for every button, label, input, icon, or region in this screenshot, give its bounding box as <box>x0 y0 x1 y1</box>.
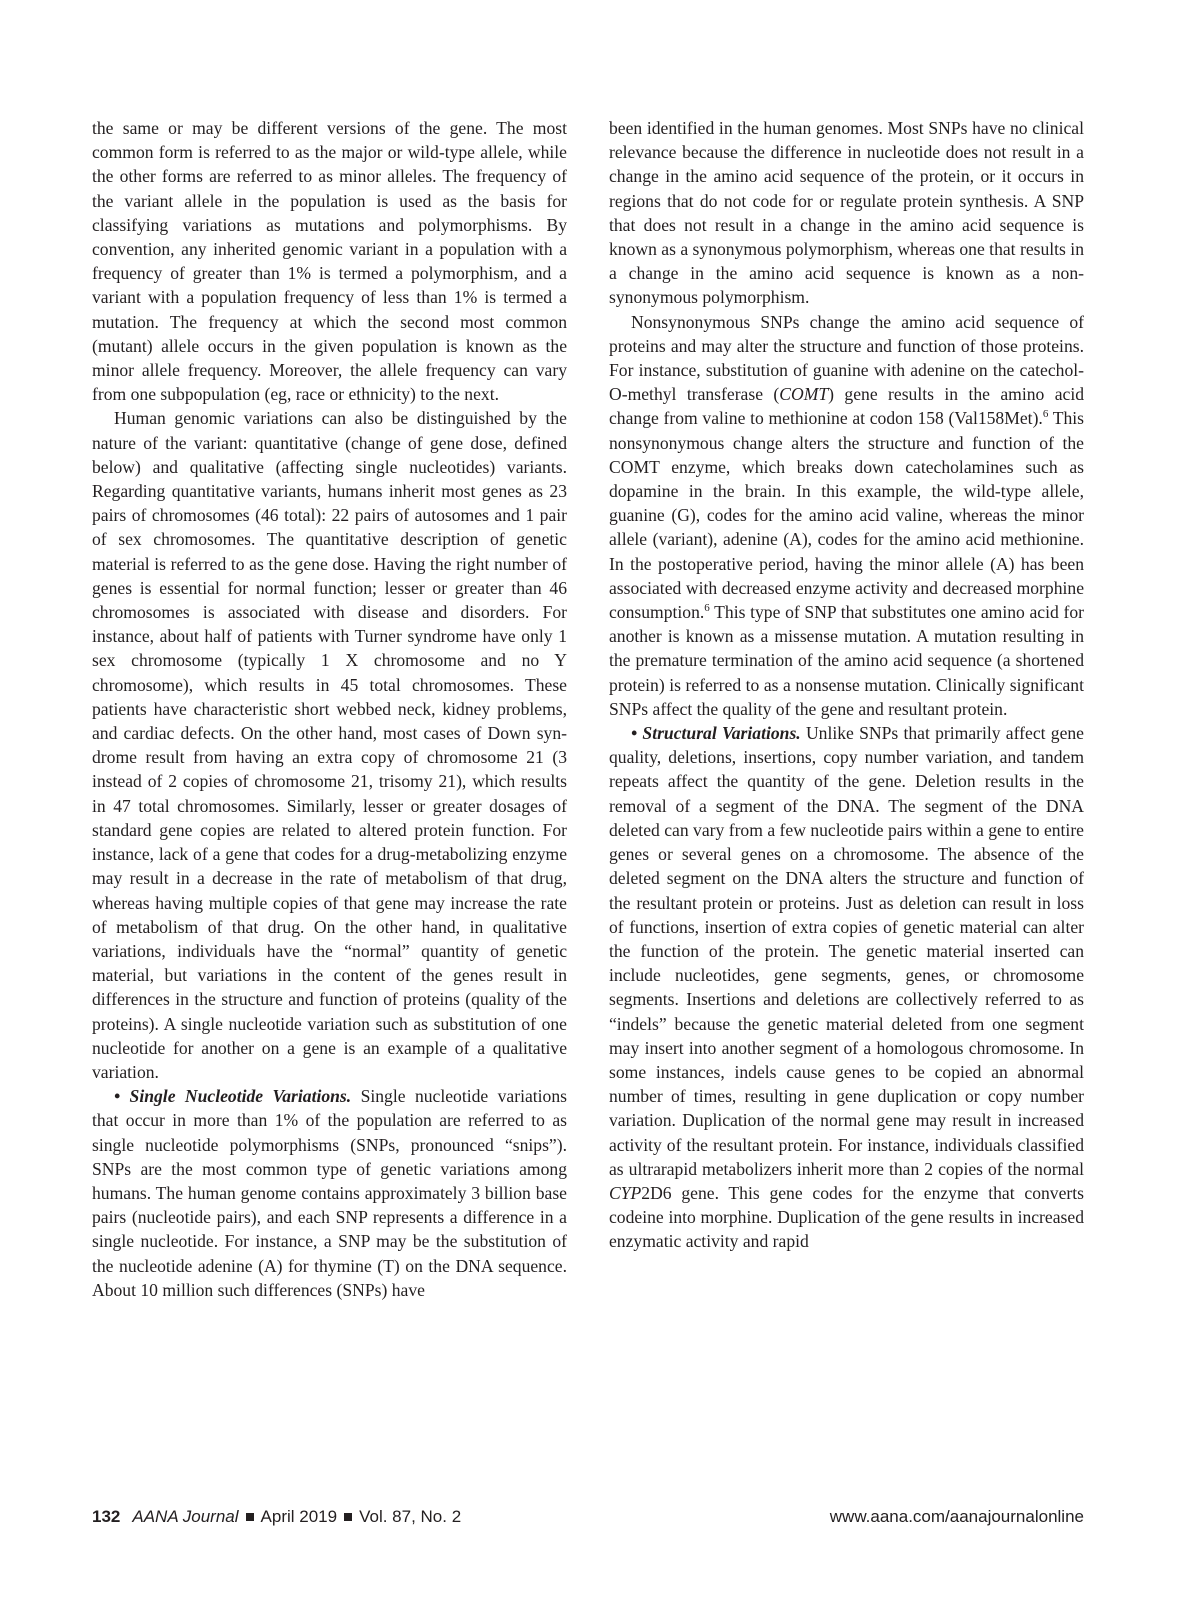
cyp-gene-suffix: 2D6 <box>641 1182 672 1203</box>
paragraph-structural-variations <box>609 721 1084 1253</box>
reference-6-second: 6 <box>704 602 710 615</box>
structural-text-b: gene. This gene codes for the enzyme that converts codeine into morphine. Duplication of the gene results in increased enzymatic activity and rapid <box>609 1182 1084 1252</box>
subheading-structural-variations: • Structural Variations. <box>631 723 801 744</box>
subheading-single-nucleotide-variations: • Single Nucleotide Variations. <box>114 1086 352 1107</box>
paragraph-single-nucleotide-variations <box>92 1084 567 1302</box>
cyp-gene-prefix: CYP <box>609 1182 642 1203</box>
nonsyn-text-b: ) gene results in the amino acid change from valine to methionine at codon 158 (Val158Met). <box>609 384 1085 429</box>
comt-gene-name: COMT <box>779 384 829 405</box>
footer-citation <box>92 1503 461 1531</box>
reference-6-first: 6 <box>1042 408 1049 421</box>
page-number: 132 <box>92 1507 121 1526</box>
paragraph-nonsynonymous-snps <box>609 310 1084 721</box>
journal-url[interactable]: www.aana.com/aanajournalonline <box>829 1507 1084 1526</box>
square-separator-icon <box>246 1513 254 1521</box>
snv-body-text: Single nucleotide variations that occur in more than 1% of the population are referred to as single nucleotide polymorphisms (SNPs, pronounced “snips”). SNPs are the most common type of genetic variations among humans. The human genome contains approximately 3 billion base pairs (nucleotide pairs), and each SNP represents a difference in a single nucleotide. For instance, a SNP may be the substitution of the nucleotide adenine (A) for thymine (T) on the DNA sequence. About 10 million such differences (SNPs) have <box>92 1086 567 1300</box>
right-column <box>609 116 1084 1254</box>
nonsyn-text-d: This type of SNP that substitutes one amino acid for another is known as a missense mutation. A mutation resulting in the premature termination of the amino acid sequence (a shortened protein) is referred to as a nonsense mutation. Clinically significant SNPs affect the quality of the gene and resultant protein. <box>609 602 1084 719</box>
page-footer <box>92 1503 1084 1531</box>
volume-issue: Vol. 87, No. 2 <box>359 1507 462 1526</box>
left-column <box>92 116 567 1302</box>
nonsyn-text-c: This nonsynonymous change alters the structure and function of the COMT enzyme, which breaks down catecholamines such as dopamine in the brain. In this example, the wild-type allele, guanine (G), codes for the amino acid valine, whereas the minor allele (variant), adenine (A), codes for the amino acid methionine. In the postoperative period, having the minor allele (A) has been associated with decreased enzyme activity and decreased morphine consumption. <box>609 408 1085 623</box>
issue-date: April 2019 <box>260 1507 338 1526</box>
paragraph-allele-frequency: the same or may be different versions of the gene. The most common form is referred to as the major or wild-type allele, while the other forms are referred to as minor alleles. The frequency of the variant allele in the population is used as the basis for classifying variations as mutations and polymorphisms. By convention, any inherited genomic variant in a population with a frequency of greater than 1% is termed a polymorphism, and a variant with a population frequency of less than 1% is termed a mutation. The frequency at which the second most common (mutant) allele occurs in the given population is known as the minor allele frequency. Moreover, the allele frequency can vary from one subpopulation (eg, race or ethnicity) to the next. <box>92 118 567 405</box>
paragraph-snp-relevance: been identified in the human genomes. Most SNPs have no clinical relevance because the difference in nucleotide does not result in a change in the amino acid sequence of the protein, or it occurs in regions that do not code for or regulate protein synthesis. A SNP that does not result in a change in the amino acid sequence is known as a synonymous polymorphism, whereas one that results in a change in the amino acid sequence is known as a nonsynonymous polymorphism. <box>609 118 1084 308</box>
nonsyn-text-a: Nonsynonymous SNPs change the amino acid sequence of proteins and may alter the structure and function of those proteins. For instance, substitution of guanine with adenine on the catechol-O-methyl transferase ( <box>609 311 1084 405</box>
square-separator-icon <box>344 1513 352 1521</box>
journal-name: AANA Journal <box>132 1507 239 1526</box>
structural-text-a: Unlike SNPs that primarily affect gene quality, deletions, insertions, copy number variation, and tandem repeats affect the quantity of the gene. Deletion results in the removal of a segment of the DNA. The segment of the DNA deleted can vary from a few nucleotide pairs within a gene to entire genes or several genes on a chromosome. The absence of the deleted segment on the DNA alters the structure and function of the resultant protein or proteins. Just as deletion can result in loss of functions, insertion of extra copies of genetic material can alter the function of the protein. The genetic material inserted can include nucleotides, gene segments, genes, or chromosome segments. Insertions and deletions are collectively referred to as “indels” because the genetic material deleted from one segment may insert into another segment of a homologous chromosome. In some instances, indels cause genes to be copied an abnormal number of times, resulting in gene duplication or copy number variation. Duplication of the normal gene may result in increased activity of the resultant protein. For instance, individuals classified as ultrarapid metabolizers inherit more than 2 copies of the normal <box>609 723 1084 1179</box>
paragraph-genomic-variations: Human genomic variations can also be distinguished by the nature of the variant: quantitative (change of gene dose, defined below) and qualitative (affecting single nucleotides) variants. Regarding quantitative variants, humans inherit most genes as 23 pairs of chromosomes (46 total): 22 pairs of autosomes and 1 pair of sex chromosomes. The quantitative description of genetic material is referred to as the gene dose. Having the right number of genes is essential for normal function; lesser or greater than 46 chromosomes is associated with disease and disorders. For instance, about half of patients with Turner syndrome have only 1 sex chromosome (typically 1 X chromosome and no Y chromosome), which results in 45 total chromosomes. These patients have characteristic short webbed neck, kidney problems, and cardiac defects. On the other hand, most cases of Down syndrome result from having an extra copy of chromosome 21 (3 instead of 2 copies of chromosome 21, trisomy 21), which results in 47 total chromosomes. Similarly, lesser or greater dosages of standard gene copies are related to altered protein function. For instance, lack of a gene that codes for a drug-metabolizing enzyme may result in a decrease in the rate of metabolism of that drug, whereas having multiple copies of that gene may increase the rate of metabolism of that drug. On the other hand, in qualitative variations, individuals have the “normal” quantity of genetic material, but variations in the content of the genes result in differences in the structure and function of proteins (quality of the proteins). A single nucleotide variation such as substitution of one nucleotide for another on a gene is an example of a qualitative variation. <box>92 408 567 1082</box>
